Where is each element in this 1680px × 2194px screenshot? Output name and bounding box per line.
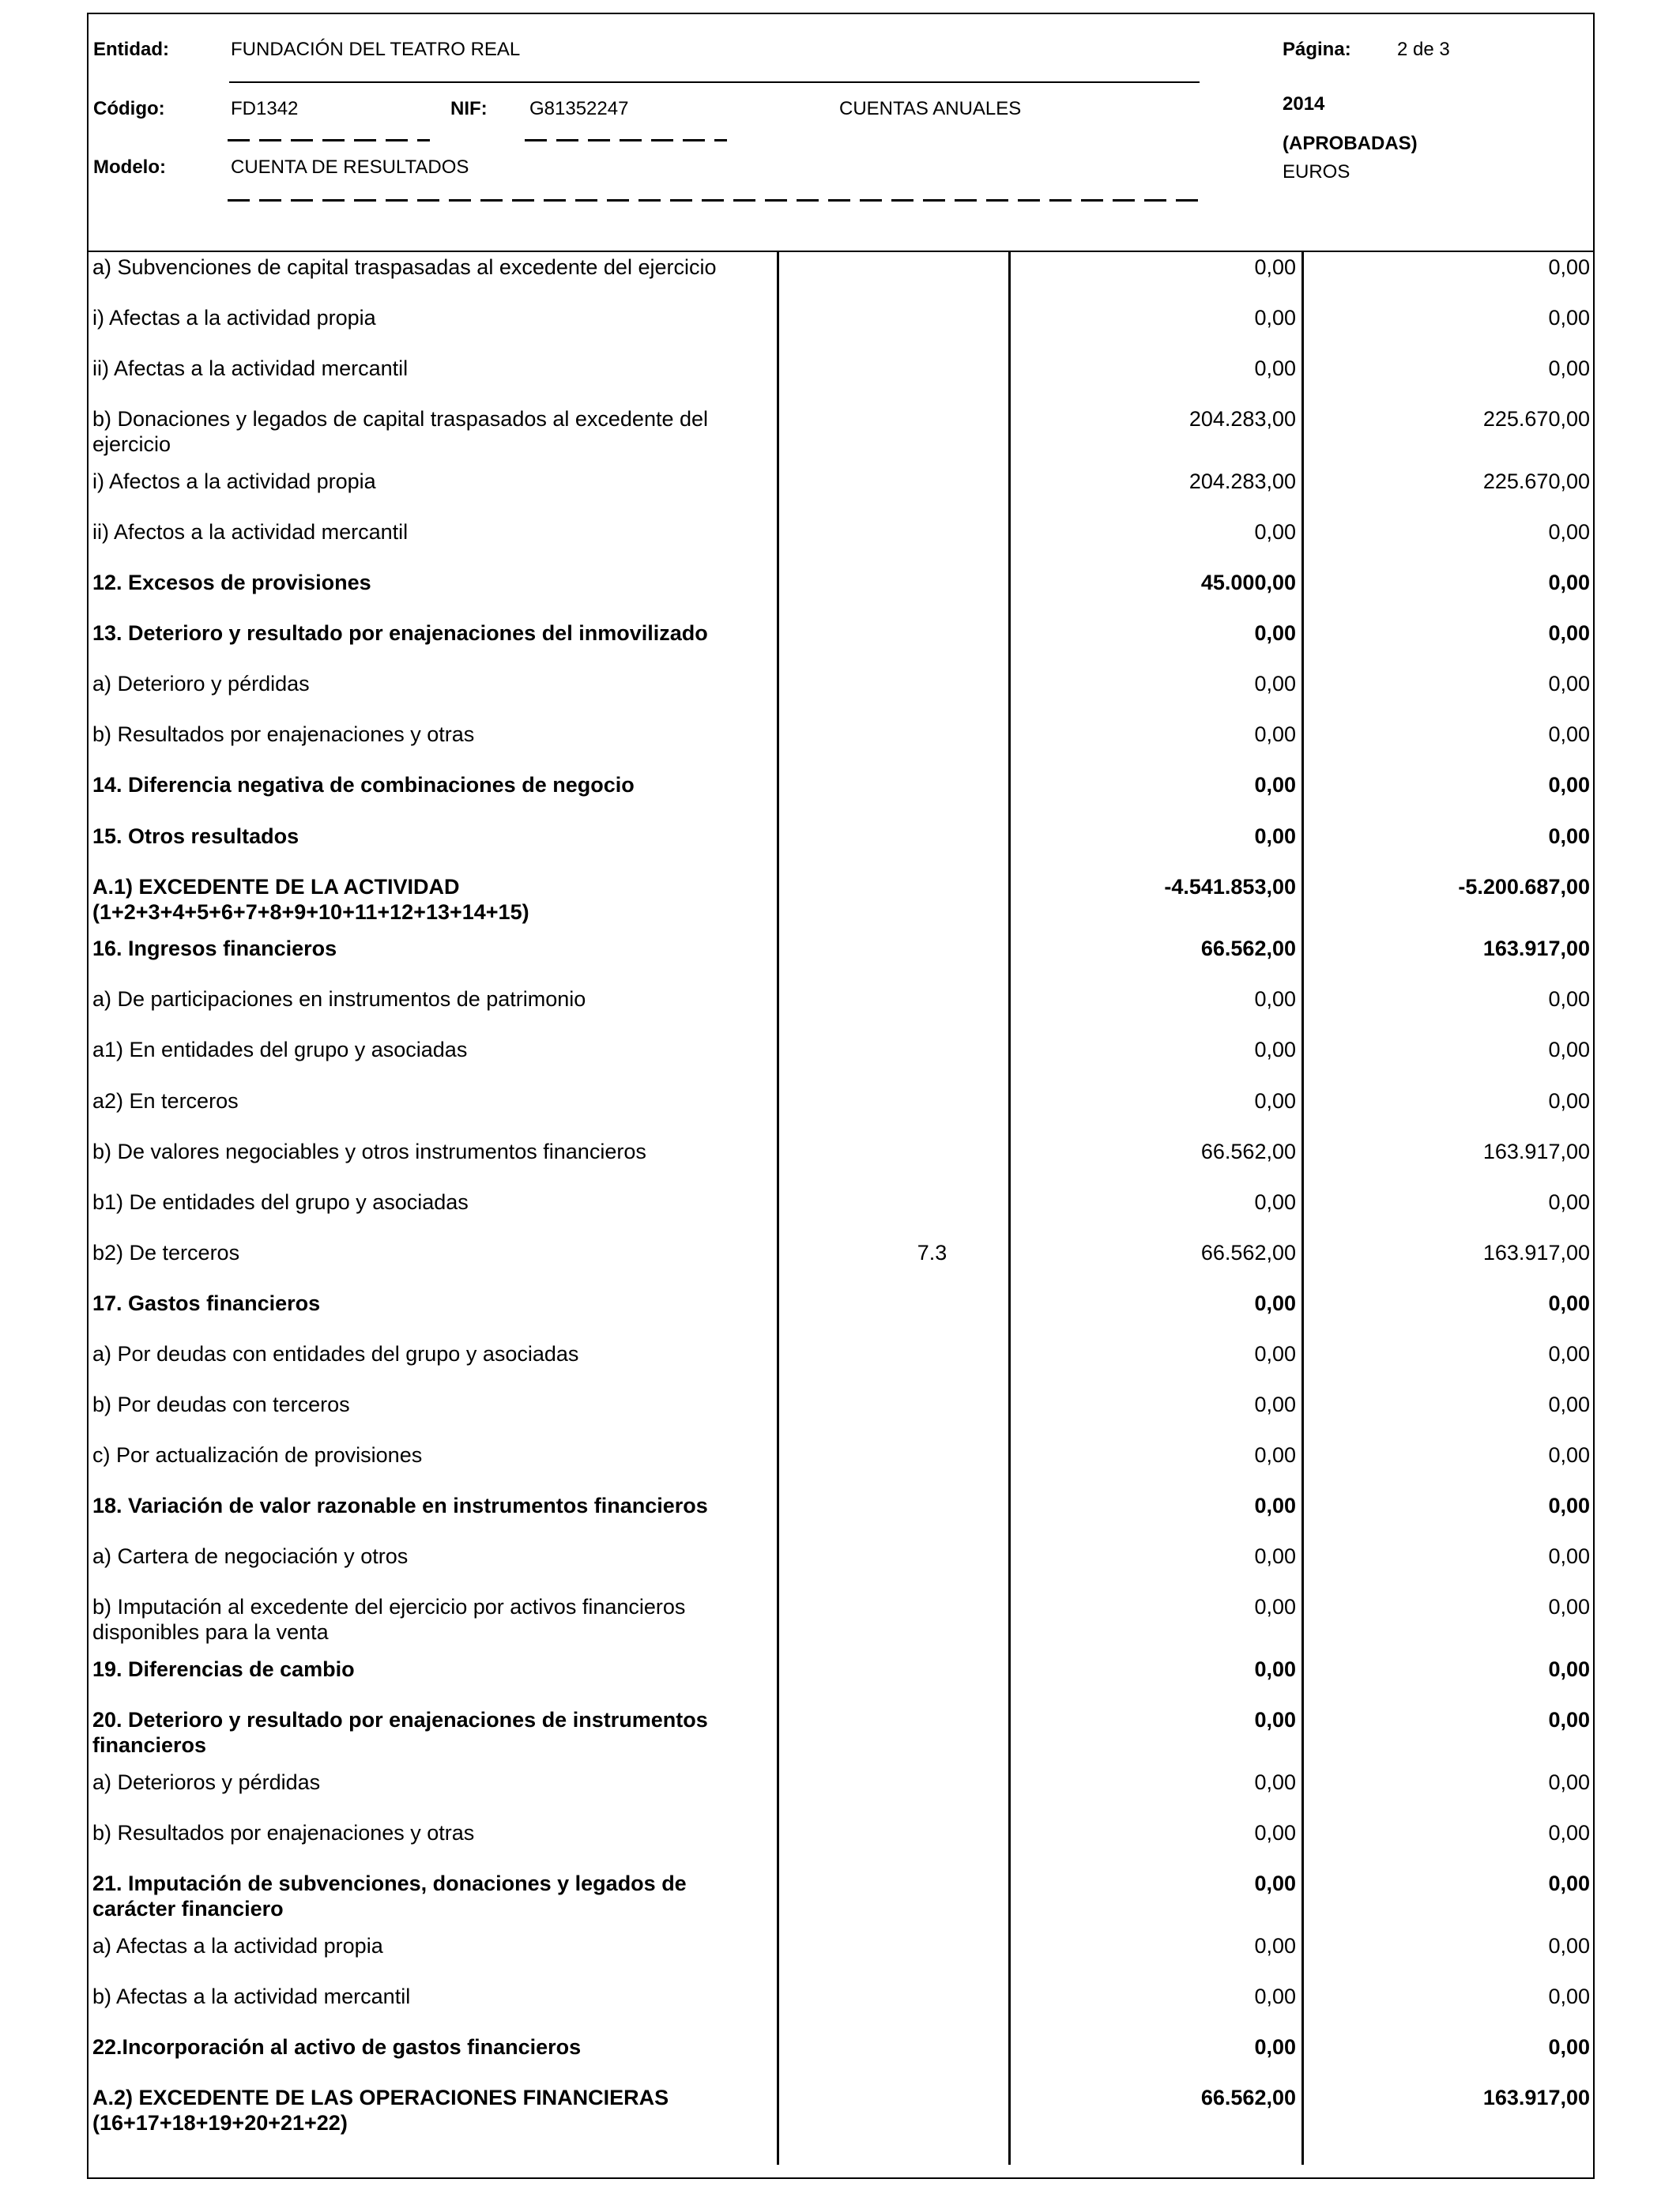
row-description: i) Afectas a la actividad propia <box>92 306 376 330</box>
row-description: a) Por deudas con entidades del grupo y asociadas <box>92 1341 579 1366</box>
nif-value: G81352247 <box>529 98 629 119</box>
row-value-2013: 163.917,00 <box>1482 1139 1590 1163</box>
row-value-2013: 0,00 <box>1548 672 1590 696</box>
row-value-2013: 0,00 <box>1548 722 1590 747</box>
row-value-2014: 0,00 <box>1254 1820 1296 1845</box>
row-description: 16. Ingresos financieros <box>92 937 337 961</box>
row-value-2013: 0,00 <box>1548 1544 1590 1569</box>
row-value-2014: 0,00 <box>1254 1443 1296 1468</box>
row-value-2014: 66.562,00 <box>1200 2085 1296 2109</box>
row-value-2013: 0,00 <box>1548 1820 1590 1845</box>
row-value-2014: 0,00 <box>1254 1984 1296 2008</box>
row-value-2013: 0,00 <box>1548 1393 1590 1417</box>
row-value-2014: 0,00 <box>1254 306 1296 330</box>
table-row <box>89 1086 1593 1137</box>
row-value-2013: 163.917,00 <box>1482 2085 1590 2109</box>
row-description: a) Afectas a la actividad propia <box>92 1933 383 1958</box>
table-row <box>89 1868 1593 1931</box>
row-value-2013: 0,00 <box>1548 1984 1590 2008</box>
row-value-2013: 0,00 <box>1548 356 1590 381</box>
table-row <box>89 353 1593 404</box>
row-value-2013: 0,00 <box>1548 1189 1590 1214</box>
row-value-2013: 0,00 <box>1548 1291 1590 1315</box>
row-value-2013: 0,00 <box>1548 1595 1590 1619</box>
table-row <box>89 872 1593 934</box>
row-description: b2) De terceros <box>92 1240 240 1265</box>
row-value-2014: 0,00 <box>1254 1657 1296 1682</box>
cuentas-anuales: CUENTAS ANUALES <box>839 98 1022 119</box>
table-row <box>89 2083 1593 2145</box>
row-value-2013: 0,00 <box>1548 1088 1590 1113</box>
row-description: b) Por deudas con terceros <box>92 1393 350 1417</box>
year: 2014 <box>1283 93 1325 115</box>
currency: EUROS <box>1283 161 1350 183</box>
table-row <box>89 1767 1593 1818</box>
row-description: a) Deterioro y pérdidas <box>92 672 310 696</box>
table-row <box>89 567 1593 618</box>
row-description: a1) En entidades del grupo y asociadas <box>92 1038 468 1062</box>
row-description: 17. Gastos financieros <box>92 1291 321 1315</box>
row-description: 13. Deterioro y resultado por enajenaciones del inmovilizado <box>92 621 708 646</box>
modelo-value: CUENTA DE RESULTADOS <box>231 156 469 178</box>
row-value-2014: 204.283,00 <box>1188 407 1296 432</box>
codigo-label: Código: <box>93 98 165 119</box>
table-row <box>89 1035 1593 1085</box>
row-value-2014: 0,00 <box>1254 1393 1296 1417</box>
row-value-2013: 0,00 <box>1548 2034 1590 2059</box>
row-description: a) De participaciones en instrumentos de patrimonio <box>92 987 586 1012</box>
table-row <box>89 517 1593 567</box>
row-description: b) Afectas a la actividad mercantil <box>92 1984 411 2008</box>
row-value-2013: 225.670,00 <box>1482 407 1590 432</box>
row-description: 22.Incorporación al activo de gastos financieros <box>92 2034 582 2059</box>
nif-underline <box>525 139 727 141</box>
row-value-2014: 0,00 <box>1254 1494 1296 1518</box>
row-value-2013: 0,00 <box>1548 306 1590 330</box>
row-value-2014: 0,00 <box>1254 1871 1296 1895</box>
row-value-2013: 0,00 <box>1548 1933 1590 1958</box>
table-row <box>89 466 1593 517</box>
row-value-2014: -4.541.853,00 <box>1164 874 1296 899</box>
aprobadas: (APROBADAS) <box>1283 133 1418 154</box>
row-value-2014: 0,00 <box>1254 519 1296 544</box>
modelo-label: Modelo: <box>93 156 166 178</box>
table-row <box>89 404 1593 466</box>
row-description: b) Imputación al excedente del ejercicio por activos financieros disponibles para la venta <box>92 1595 686 1645</box>
row-description: b) Donaciones y legados de capital traspasados al excedente del ejercicio <box>92 407 709 457</box>
table-row <box>89 1818 1593 1868</box>
table-row <box>89 933 1593 984</box>
row-value-2013: 0,00 <box>1548 621 1590 646</box>
modelo-underline <box>228 199 1201 202</box>
row-description: b) De valores negociables y otros instrumentos financieros <box>92 1139 646 1163</box>
row-value-2014: 0,00 <box>1254 356 1296 381</box>
row-value-2014: 0,00 <box>1254 722 1296 747</box>
row-value-2013: 0,00 <box>1548 1038 1590 1062</box>
row-description: 18. Variación de valor razonable en instrumentos financieros <box>92 1494 708 1518</box>
row-description: 21. Imputación de subvenciones, donaciones y legados de carácter financiero <box>92 1871 687 1921</box>
row-value-2014: 66.562,00 <box>1200 1139 1296 1163</box>
table-row <box>89 303 1593 353</box>
row-value-2014: 204.283,00 <box>1188 469 1296 493</box>
row-value-2013: 0,00 <box>1548 1708 1590 1732</box>
row-value-2013: 0,00 <box>1548 1443 1590 1468</box>
table-row <box>89 1592 1593 1654</box>
row-value-2014: 0,00 <box>1254 824 1296 848</box>
row-value-2013: 0,00 <box>1548 1770 1590 1794</box>
row-value-2014: 0,00 <box>1254 1341 1296 1366</box>
row-value-2014: 0,00 <box>1254 987 1296 1012</box>
row-value-2013: 0,00 <box>1548 571 1590 595</box>
row-value-2013: 0,00 <box>1548 987 1590 1012</box>
row-description: a) Deterioros y pérdidas <box>92 1770 321 1794</box>
table-row <box>89 1187 1593 1238</box>
table-row <box>89 252 1593 303</box>
codigo-underline <box>228 139 430 141</box>
row-description: 19. Diferencias de cambio <box>92 1657 355 1682</box>
row-description: i) Afectos a la actividad propia <box>92 469 376 493</box>
table-row <box>89 770 1593 820</box>
row-value-2014: 0,00 <box>1254 2034 1296 2059</box>
table-row <box>89 2032 1593 2083</box>
table-row <box>89 1491 1593 1541</box>
codigo-value: FD1342 <box>231 98 299 119</box>
table-row <box>89 1389 1593 1440</box>
row-description: 15. Otros resultados <box>92 824 299 848</box>
table-row <box>89 1541 1593 1592</box>
row-description: b) Resultados por enajenaciones y otras <box>92 1820 475 1845</box>
row-description: 12. Excesos de provisiones <box>92 571 371 595</box>
row-value-2014: 0,00 <box>1254 1544 1296 1569</box>
row-value-2013: 0,00 <box>1548 1341 1590 1366</box>
row-description: b1) De entidades del grupo y asociadas <box>92 1189 469 1214</box>
row-value-2013: 163.917,00 <box>1482 937 1590 961</box>
row-value-2014: 0,00 <box>1254 1933 1296 1958</box>
row-value-2014: 66.562,00 <box>1200 1240 1296 1265</box>
row-value-2013: 225.670,00 <box>1482 469 1590 493</box>
row-value-2013: 163.917,00 <box>1482 1240 1590 1265</box>
row-description: a2) En terceros <box>92 1088 239 1113</box>
table-row <box>89 1440 1593 1491</box>
nif-label: NIF: <box>450 98 488 119</box>
row-value-2013: 0,00 <box>1548 1871 1590 1895</box>
row-description: 14. Diferencia negativa de combinaciones de negocio <box>92 773 635 797</box>
row-value-2014: 0,00 <box>1254 255 1296 279</box>
table-row <box>89 669 1593 719</box>
row-value-2013: 0,00 <box>1548 1657 1590 1682</box>
row-value-2014: 0,00 <box>1254 1708 1296 1732</box>
table-row <box>89 984 1593 1035</box>
row-value-2013: 0,00 <box>1548 773 1590 797</box>
entidad-label: Entidad: <box>93 39 169 60</box>
row-value-2014: 66.562,00 <box>1200 937 1296 961</box>
row-value-2014: 0,00 <box>1254 672 1296 696</box>
table-row <box>89 719 1593 770</box>
table-row <box>89 821 1593 872</box>
row-description: a) Subvenciones de capital traspasadas al excedente del ejercicio <box>92 255 717 279</box>
table-row <box>89 1654 1593 1705</box>
table-row <box>89 1981 1593 2032</box>
table-row <box>89 1931 1593 1981</box>
row-description: ii) Afectos a la actividad mercantil <box>92 519 409 544</box>
table-row <box>89 618 1593 669</box>
table-row <box>89 1705 1593 1767</box>
row-description: A.1) EXCEDENTE DE LA ACTIVIDAD (1+2+3+4+5+6+7+8+9+10+11+12+13+14+15) <box>92 874 529 924</box>
pagina-value: 2 de 3 <box>1397 39 1450 60</box>
table-row <box>89 1339 1593 1389</box>
row-description: 20. Deterioro y resultado por enajenaciones de instrumentos financieros <box>92 1708 708 1758</box>
table-row <box>89 1137 1593 1187</box>
results-table <box>89 252 1593 2144</box>
row-value-2014: 0,00 <box>1254 1291 1296 1315</box>
table-row <box>89 1238 1593 1288</box>
pagina-label: Página: <box>1283 39 1351 60</box>
row-description: b) Resultados por enajenaciones y otras <box>92 722 475 747</box>
row-value-2014: 0,00 <box>1254 1189 1296 1214</box>
row-value-2013: 0,00 <box>1548 519 1590 544</box>
row-value-2014: 0,00 <box>1254 1770 1296 1794</box>
row-description: a) Cartera de negociación y otros <box>92 1544 409 1569</box>
row-value-2014: 0,00 <box>1254 1038 1296 1062</box>
row-value-2013: 0,00 <box>1548 255 1590 279</box>
row-note: 7.3 <box>917 1240 947 1265</box>
row-value-2014: 0,00 <box>1254 621 1296 646</box>
entidad-underline <box>229 81 1200 83</box>
row-description: ii) Afectas a la actividad mercantil <box>92 356 409 381</box>
row-value-2014: 0,00 <box>1254 1088 1296 1113</box>
row-value-2014: 45.000,00 <box>1200 571 1296 595</box>
row-description: c) Por actualización de provisiones <box>92 1443 423 1468</box>
entidad-value: FUNDACIÓN DEL TEATRO REAL <box>231 39 521 60</box>
row-value-2014: 0,00 <box>1254 1595 1296 1619</box>
row-value-2013: 0,00 <box>1548 824 1590 848</box>
row-description: A.2) EXCEDENTE DE LAS OPERACIONES FINANCIERAS (16+17+18+19+20+21+22) <box>92 2085 669 2135</box>
row-value-2014: 0,00 <box>1254 773 1296 797</box>
table-row <box>89 1288 1593 1339</box>
row-value-2013: 0,00 <box>1548 1494 1590 1518</box>
row-value-2013: -5.200.687,00 <box>1458 874 1590 899</box>
